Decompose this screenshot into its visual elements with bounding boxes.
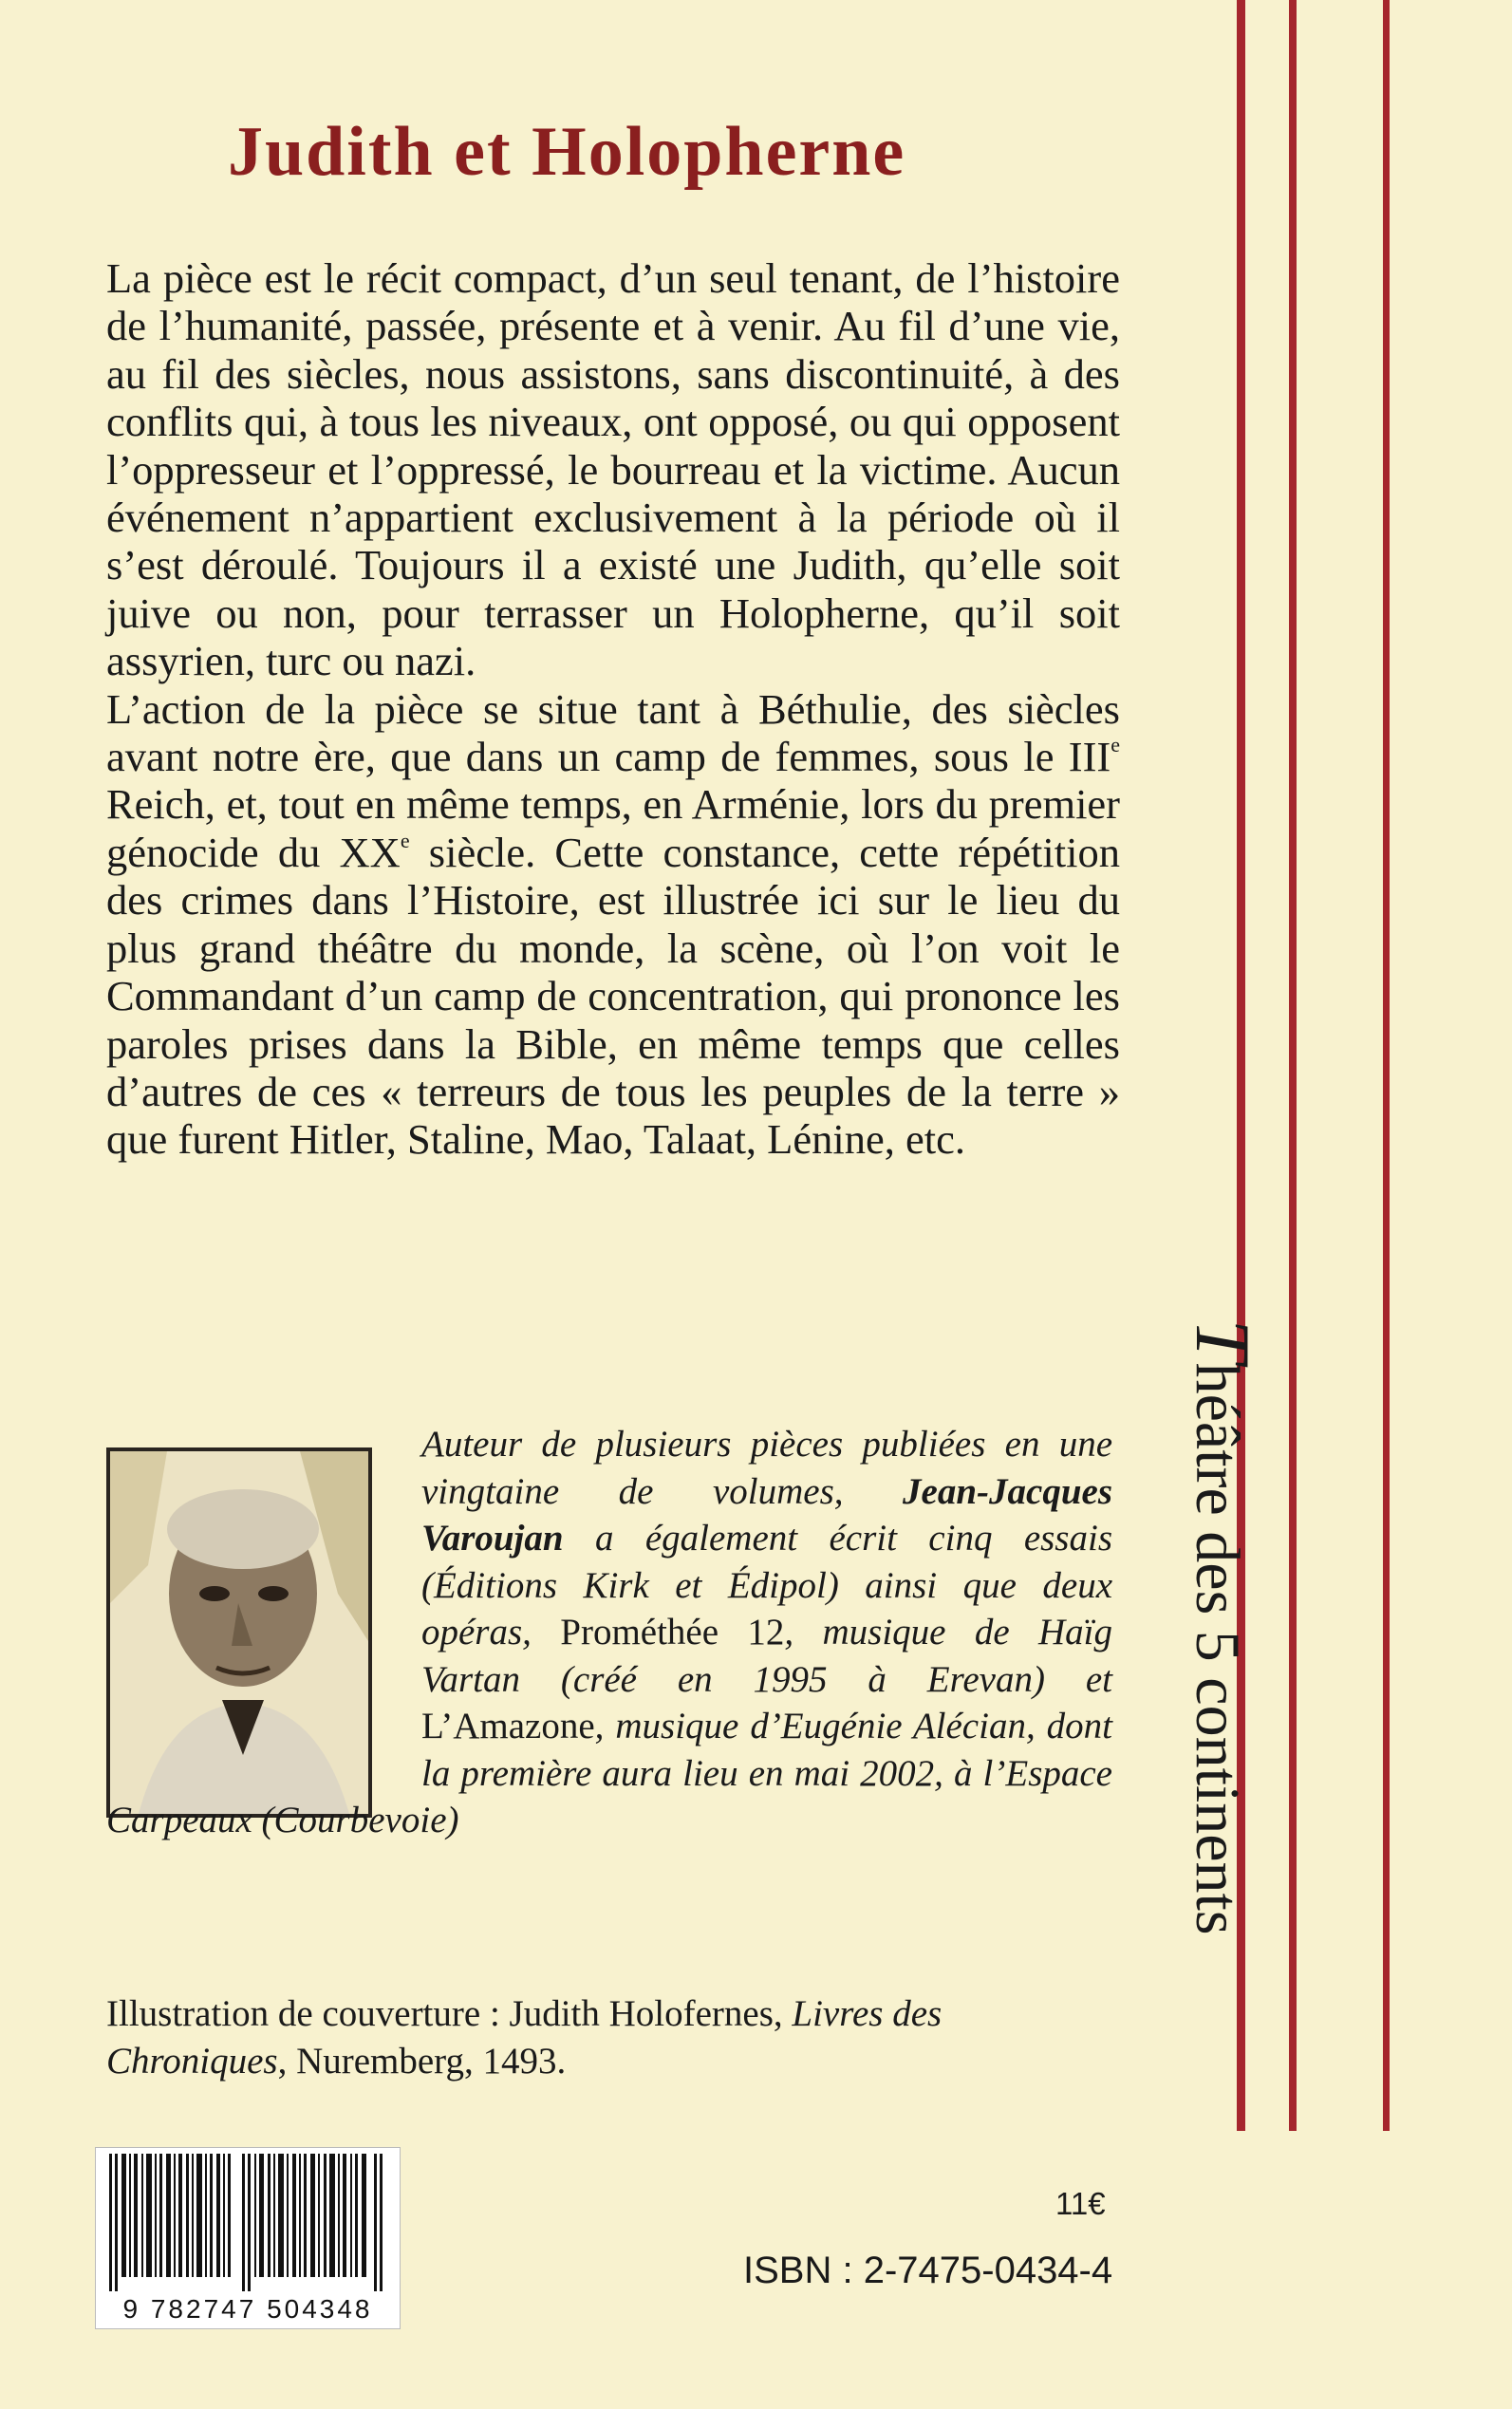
barcode [95,2147,401,2329]
spine-stripe [1289,0,1297,2131]
collection-initial: T [1180,1319,1266,1363]
author-name: Jean-Jacques Varoujan [421,1470,1112,1559]
collection-name-rest: héâtre des 5 continents [1183,1362,1252,1935]
illustration-credit-prefix: Illustration de couverture : Judith Holofernes, [106,1993,793,2034]
illustration-credit-suffix: , Nuremberg, 1493. [277,2041,567,2082]
summary-p2-part-c: siècle. Cette constance, cette répétition des crimes dans l’Histoire, est illustrée ici sur le lieu du plus grand théâtre du monde, la scène, où l’on voit le Commandant d’un camp de concentration, qui prononce les paroles prises dans la Bible, en même temps que celles d’autres de ces « terreurs de tous les peuples de la terre » que furent Hitler, Staline, Mao, Talaat, Lénine, etc. [106,828,1121,1164]
book-title: Judith et Holopherne [228,113,906,191]
summary-paragraph-1: La pièce est le récit compact, d’un seul tenant, de l’histoire de l’humanité, passée, présente et à venir. Au fil d’une vie, au fil des siècles, nous assistons, sans discontinuité, à des conflits qui, à tous les niveaux, ont opposé, ou qui opposent l’oppresseur et l’oppressé, le bourreau et la victime. Aucun événement n’appartient exclusivement à la période où il s’est déroulé. Toujours il a existé une Judith, qu’elle soit juive ou non, pour terrasser un Holopherne, qu’il soit assyrien, turc ou nazi. [106,254,1120,685]
barcode-number: 9 782747 504348 [122,2294,373,2324]
summary-p2-part-a: L’action de la pièce se situe tant à Béthulie, des siècles avant notre ère, que dans un camp de femmes, sous le III [106,684,1120,781]
opera-title: L’Amazone [421,1706,595,1746]
isbn: ISBN : 2-7475-0434-4 [743,2250,1113,2291]
barcode-bars [96,2154,400,2296]
author-bio-part: , musique de Haïg Vartan (créé en 1995 à Erevan) et [421,1612,1112,1700]
superscript: e [400,828,410,852]
summary-p2-part-b: Reich, et, tout en même temps, en Arménie, lors du premier génocide du XX [106,780,1120,876]
opera-title: Prométhée 12 [560,1612,785,1653]
summary-paragraph-2 [106,685,1120,1164]
price: 11€ [1055,2186,1106,2221]
superscript: e [1111,733,1120,757]
author-bio-part: Auteur de plusieurs pièces publiées en une vingtaine de volumes, [421,1424,1112,1512]
summary-text [106,254,1120,1164]
author-bio [106,1421,1112,1844]
illustration-source-title: Livres des Chroniques [106,1993,943,2082]
spine-stripe [1383,0,1390,2131]
collection-name-text [1178,1319,1267,1935]
author-bio-part: a également écrit cinq essais (Éditions Kirk et Édipol) ainsi que deux opéras, [421,1518,1112,1653]
author-bio-part: , musique d’Eugénie Alécian, dont la première aura lieu en mai 2002, à l’Espace Carpeaux (Courbevoie) [106,1706,1112,1840]
illustration-credit [106,1990,1112,2085]
